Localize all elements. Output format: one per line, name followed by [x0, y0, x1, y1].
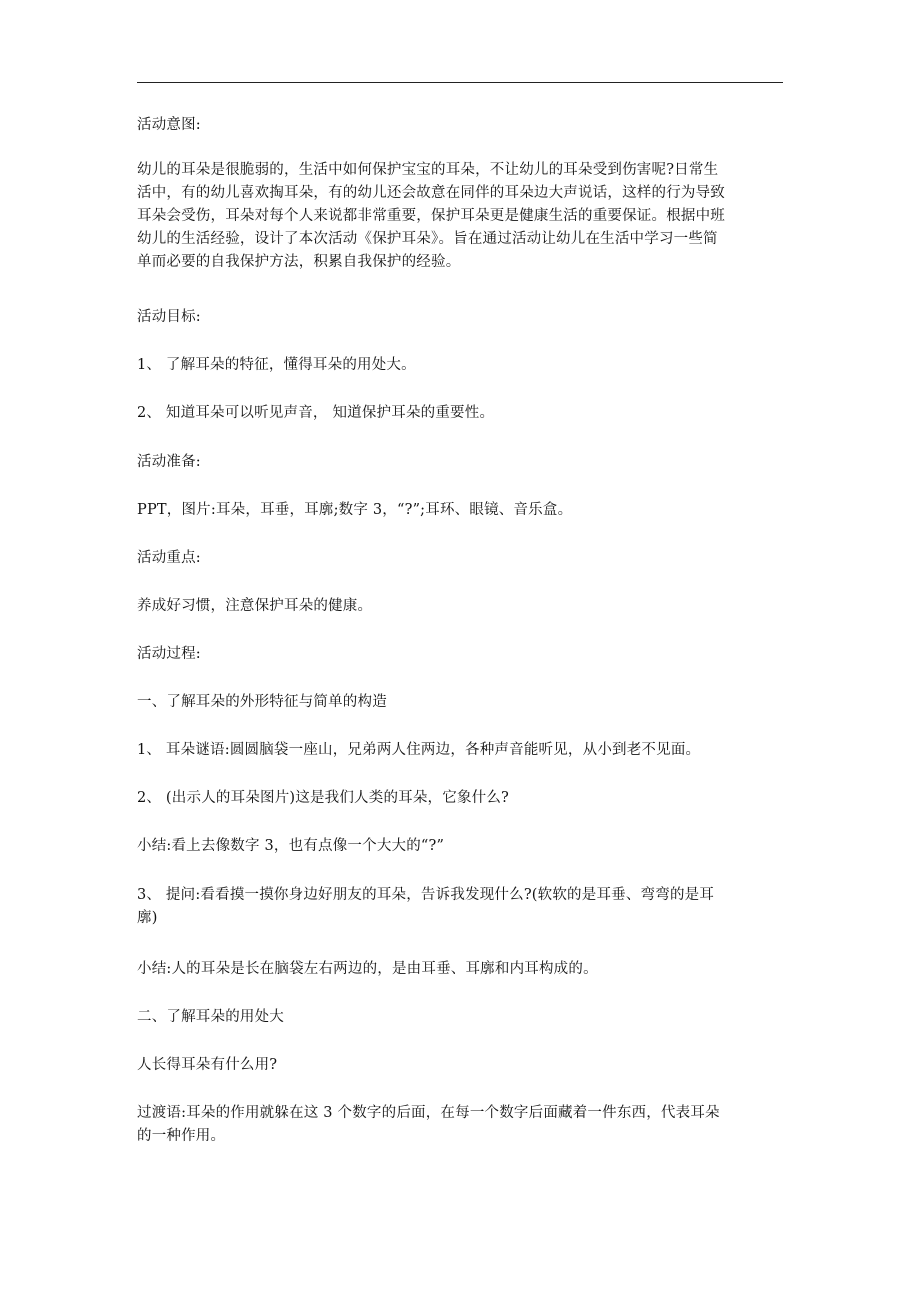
preparation-text: PPT，图片:耳朵，耳垂，耳廓;数字 3，“?”;耳环、眼镜、音乐盒。	[137, 502, 573, 518]
text-line: 的一种作用。	[137, 1128, 226, 1144]
paragraph-intent	[137, 159, 783, 274]
header-rule	[137, 82, 783, 83]
section-heading-1: 一、了解耳朵的外形特征与简单的构造	[137, 694, 387, 710]
text-line: 活中，有的幼儿喜欢掏耳朵，有的幼儿还会故意在同伴的耳朵边大声说话，这样的行为导致	[137, 185, 725, 201]
process-item-2: 2、 (出示人的耳朵图片)这是我们人类的耳朵，它象什么?	[137, 790, 510, 806]
focus-text: 养成好习惯，注意保护耳朵的健康。	[137, 598, 373, 614]
goal-item-1: 1、 了解耳朵的特征，懂得耳朵的用处大。	[137, 357, 416, 373]
section-heading-2: 二、了解耳朵的用处大	[137, 1009, 284, 1025]
heading-activity-intent: 活动意图:	[137, 117, 201, 133]
text-line: 幼儿的生活经验，设计了本次活动《保护耳朵》。旨在通过活动让幼儿在生活中学习一些简	[137, 231, 718, 247]
question-text: 人长得耳朵有什么用?	[137, 1057, 278, 1073]
goal-item-2: 2、 知道耳朵可以听见声音， 知道保护耳朵的重要性。	[137, 405, 495, 421]
heading-activity-goals: 活动目标:	[137, 309, 201, 325]
text-line: 廓)	[137, 910, 158, 926]
text-line: 过渡语:耳朵的作用就躲在这 3 个数字的后面，在每一个数字后面藏着一件东西，代表耳朵	[137, 1105, 720, 1121]
text-line: 单而必要的自我保护方法，积累自我保护的经验。	[137, 254, 461, 270]
process-item-1: 1、 耳朵谜语:圆圆脑袋一座山，兄弟两人住两边，各种声音能听见，从小到老不见面。	[137, 742, 701, 758]
text-line: 耳朵会受伤，耳朵对每个人来说都非常重要，保护耳朵更是健康生活的重要保证。根据中班	[137, 208, 725, 224]
heading-activity-focus: 活动重点:	[137, 550, 201, 566]
summary-2: 小结:人的耳朵是长在脑袋左右两边的，是由耳垂、耳廓和内耳构成的。	[137, 961, 598, 977]
summary-1: 小结:看上去像数字 3，也有点像一个大大的“?”	[137, 838, 445, 854]
text-line: 幼儿的耳朵是很脆弱的，生活中如何保护宝宝的耳朵，不让幼儿的耳朵受到伤害呢?日常生	[137, 162, 719, 178]
heading-activity-process: 活动过程:	[137, 646, 201, 662]
text-line: 3、 提问:看看摸一摸你身边好朋友的耳朵，告诉我发现什么?(软软的是耳垂、弯弯的是耳	[137, 887, 715, 903]
transition-text	[137, 1102, 783, 1148]
heading-activity-preparation: 活动准备:	[137, 454, 201, 470]
process-item-3	[137, 884, 783, 930]
